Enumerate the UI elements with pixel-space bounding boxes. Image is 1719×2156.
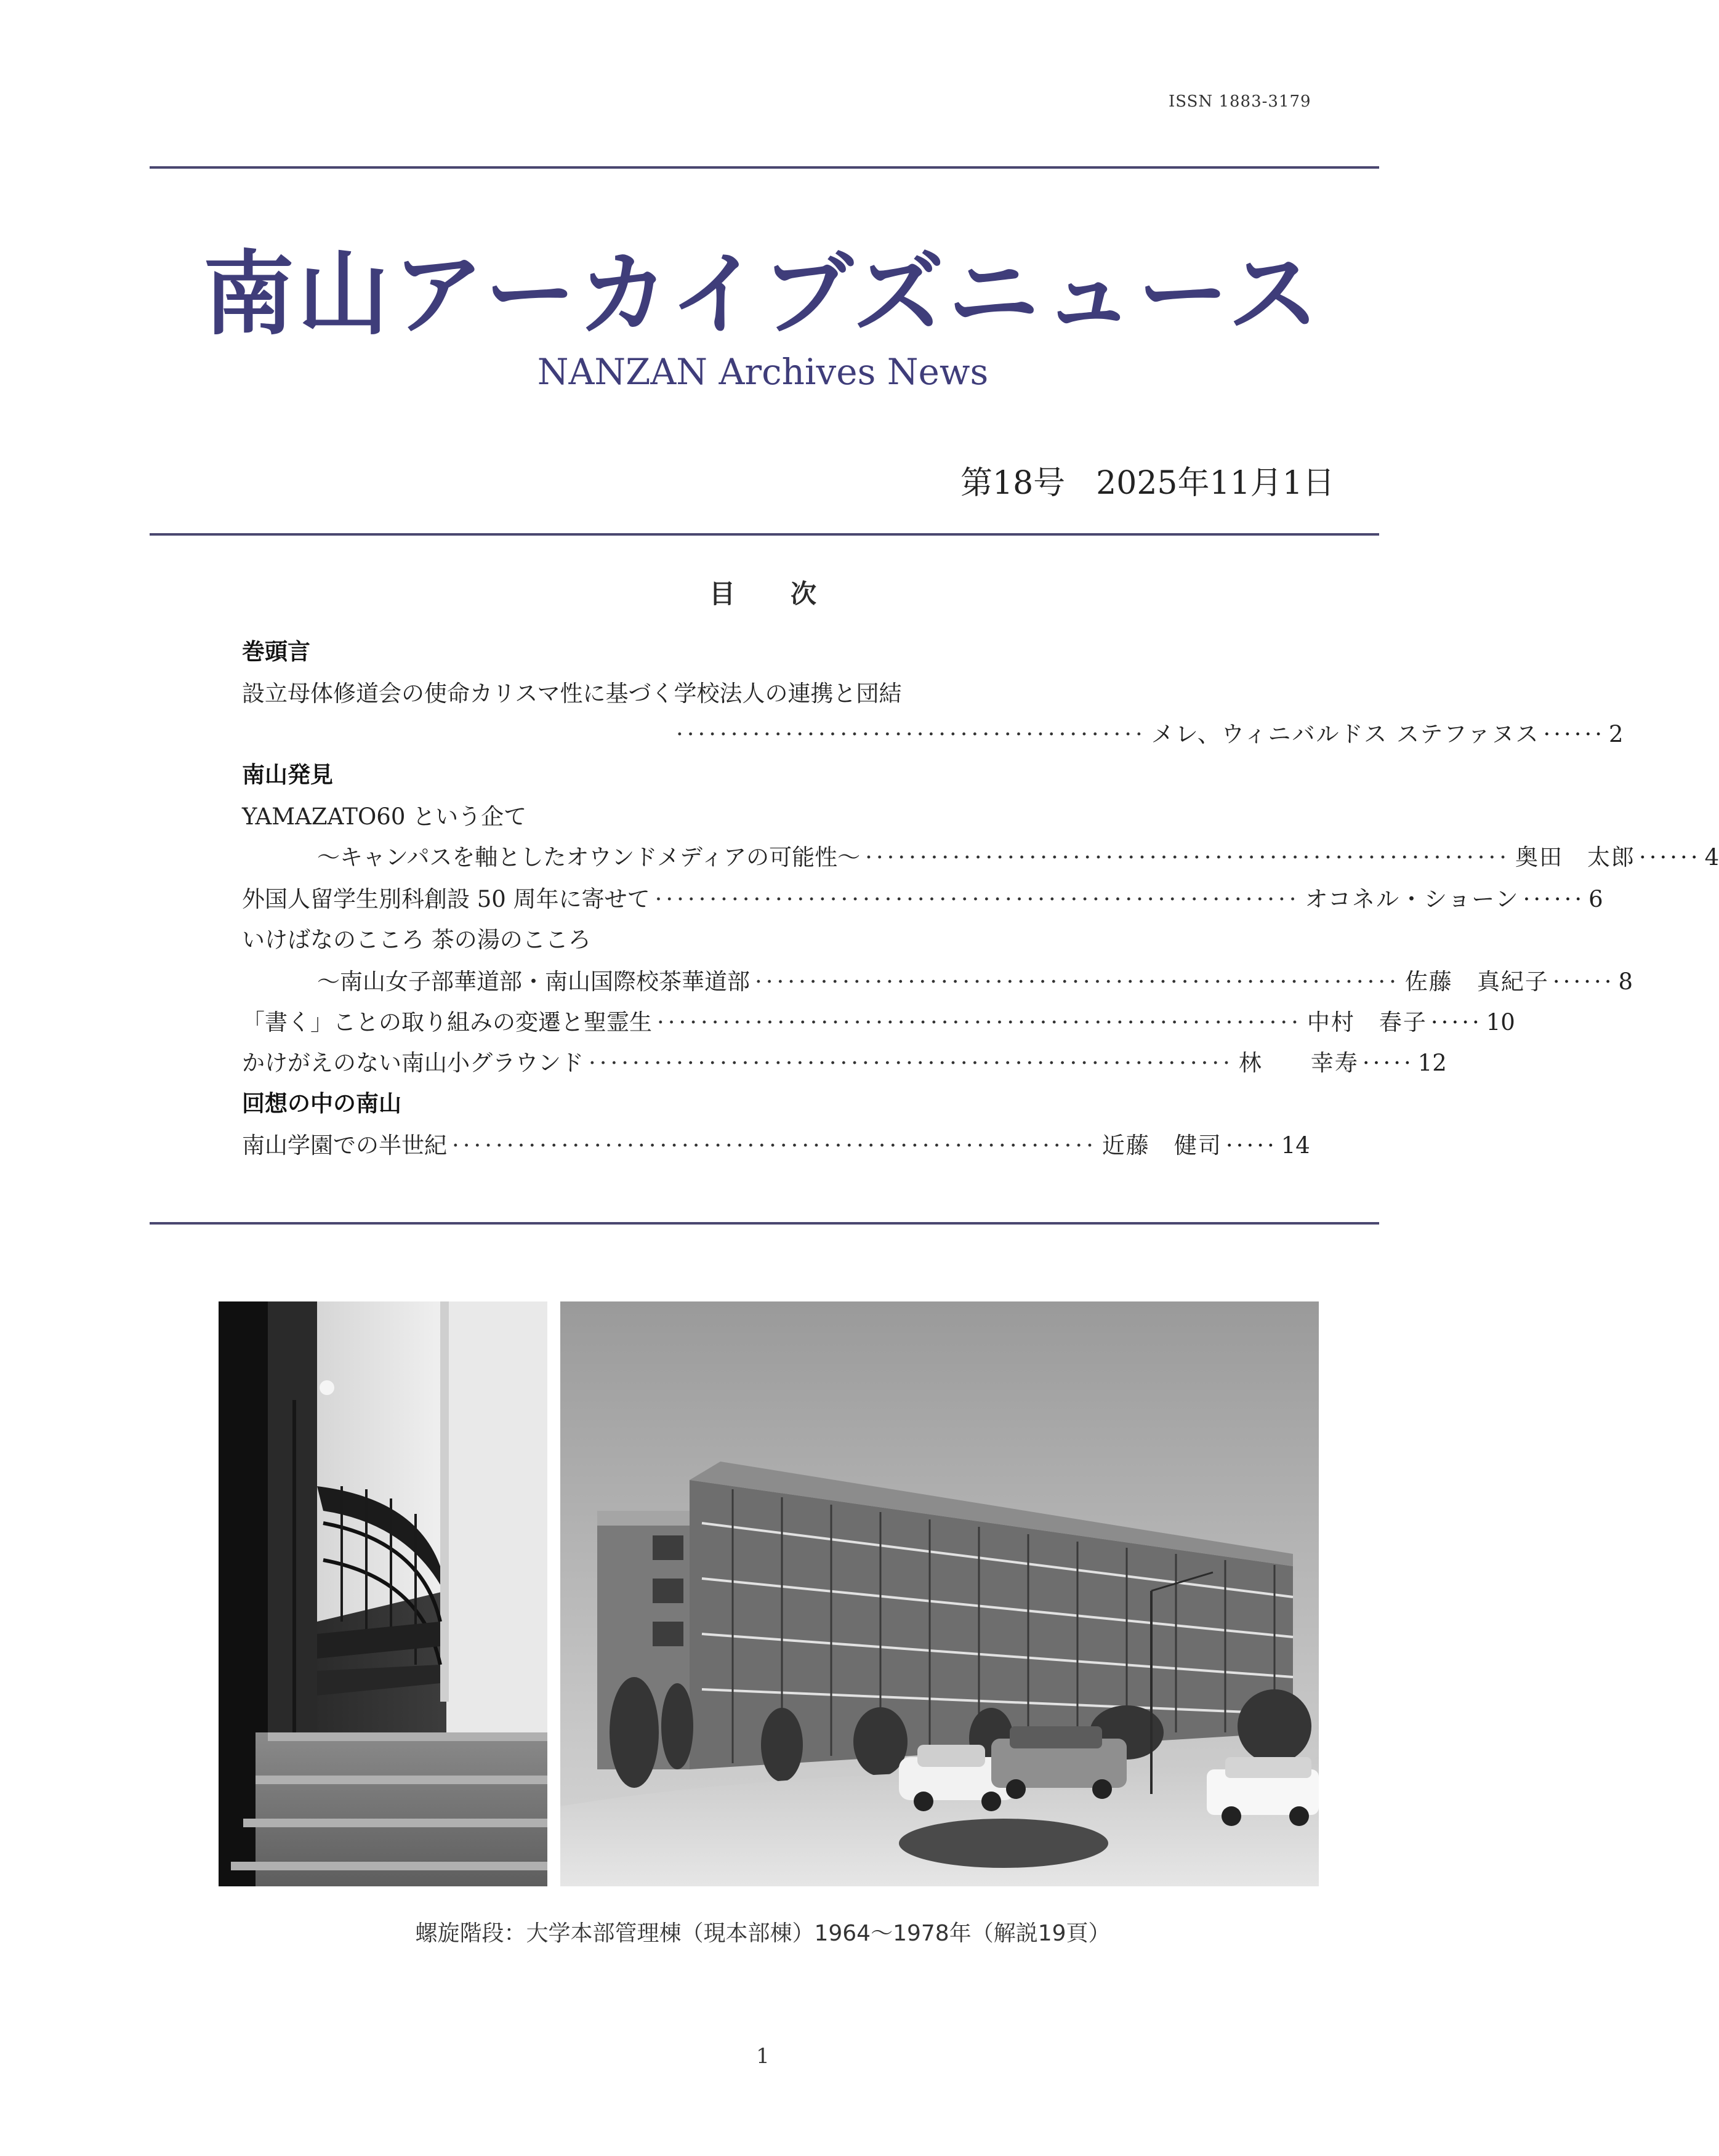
toc-entry-page: ······ 4: [1639, 844, 1719, 871]
leader-dots: ···························································: [654, 886, 1300, 912]
toc-entry-page: ······ 8: [1552, 968, 1633, 995]
toc-entry[interactable]: [242, 1127, 1310, 1159]
toc-section-heading: 巻頭言: [242, 638, 310, 665]
toc-entry-author: オコネル・ショーン: [1305, 886, 1520, 912]
leader-dots: ···························································: [755, 968, 1400, 995]
issn-number: ISSN 1883-3179: [1169, 92, 1311, 111]
toc-entry-subtitle: 〜キャンパスを軸としたオウンドメディアの可能性〜: [317, 844, 861, 871]
issue-info: [960, 457, 1335, 503]
leader-dots: ···························································: [865, 844, 1511, 871]
toc-entry-author: 近藤 健司: [1101, 1132, 1222, 1159]
toc-section-heading: 回想の中の南山: [242, 1090, 401, 1117]
toc-entry[interactable]: [317, 839, 1719, 871]
toc-entry-title: 外国人留学生別科創設 50 周年に寄せて: [242, 886, 650, 912]
toc-section-heading: 南山発見: [242, 762, 333, 788]
leader-dots: ···························································: [589, 1050, 1234, 1076]
divider-rule: [150, 533, 1379, 536]
toc-entry-author: メレ、ウィニバルドス ステファヌス: [1151, 721, 1540, 747]
toc-entry-page: ····· 10: [1430, 1009, 1515, 1036]
divider-rule: [150, 1222, 1379, 1225]
toc-entry-author: 奥田 太郎: [1515, 844, 1636, 871]
toc-entry-title: 設立母体修道会の使命カリスマ性に基づく学校法人の連携と団結: [242, 680, 902, 707]
toc-entry-title: YAMAZATO60 という企て: [242, 803, 527, 830]
newsletter-title: 南山アーカイブズニュース: [203, 241, 1323, 347]
toc-heading: 目次: [709, 579, 872, 609]
toc-entry[interactable]: [242, 715, 1624, 747]
toc-entry-page: ····· 14: [1225, 1132, 1310, 1159]
toc-entry-title: いけばなのこころ 茶の湯のこころ: [242, 927, 591, 953]
toc-entry-page: ······ 2: [1543, 721, 1624, 747]
toc-entry-title: 南山学園での半世紀: [242, 1132, 447, 1159]
leader-dots: ···························································: [452, 1132, 1097, 1159]
toc-entry-author: 林 幸寿: [1238, 1050, 1359, 1076]
newsletter-subtitle: NANZAN Archives News: [537, 351, 989, 393]
page-number: 1: [756, 2044, 770, 2069]
toc-entry[interactable]: [242, 880, 1603, 912]
header-rule: [150, 166, 1379, 169]
photo-caption: 螺旋階段：大学本部管理棟（現本部棟）1964〜1978年（解説19頁）: [415, 1921, 1111, 1946]
toc-entry-page: ····· 12: [1362, 1050, 1447, 1076]
toc-entry-page: ······ 6: [1523, 886, 1603, 912]
building-photo: [560, 1301, 1319, 1886]
issue-date: 2025年11月1日: [1096, 465, 1335, 502]
toc-entry[interactable]: [242, 1004, 1515, 1036]
toc-entry[interactable]: [317, 963, 1633, 995]
toc-entry-author: 中村 春子: [1306, 1009, 1427, 1036]
leader-dots: ···········································: [676, 721, 1146, 747]
toc-entry-author: 佐藤 真紀子: [1404, 968, 1549, 995]
toc-entry[interactable]: [242, 1044, 1447, 1076]
toc-entry-title: かけがえのない南山小グラウンド: [242, 1050, 584, 1076]
toc-entry-title: 「書く」ことの取り組みの変遷と聖霊生: [242, 1009, 652, 1036]
staircase-photo: [219, 1301, 547, 1886]
toc-entry-subtitle: 〜南山女子部華道部・南山国際校茶華道部: [317, 968, 750, 995]
leader-dots: ···························································: [657, 1009, 1302, 1036]
issue-number: 第18号: [960, 465, 1066, 502]
